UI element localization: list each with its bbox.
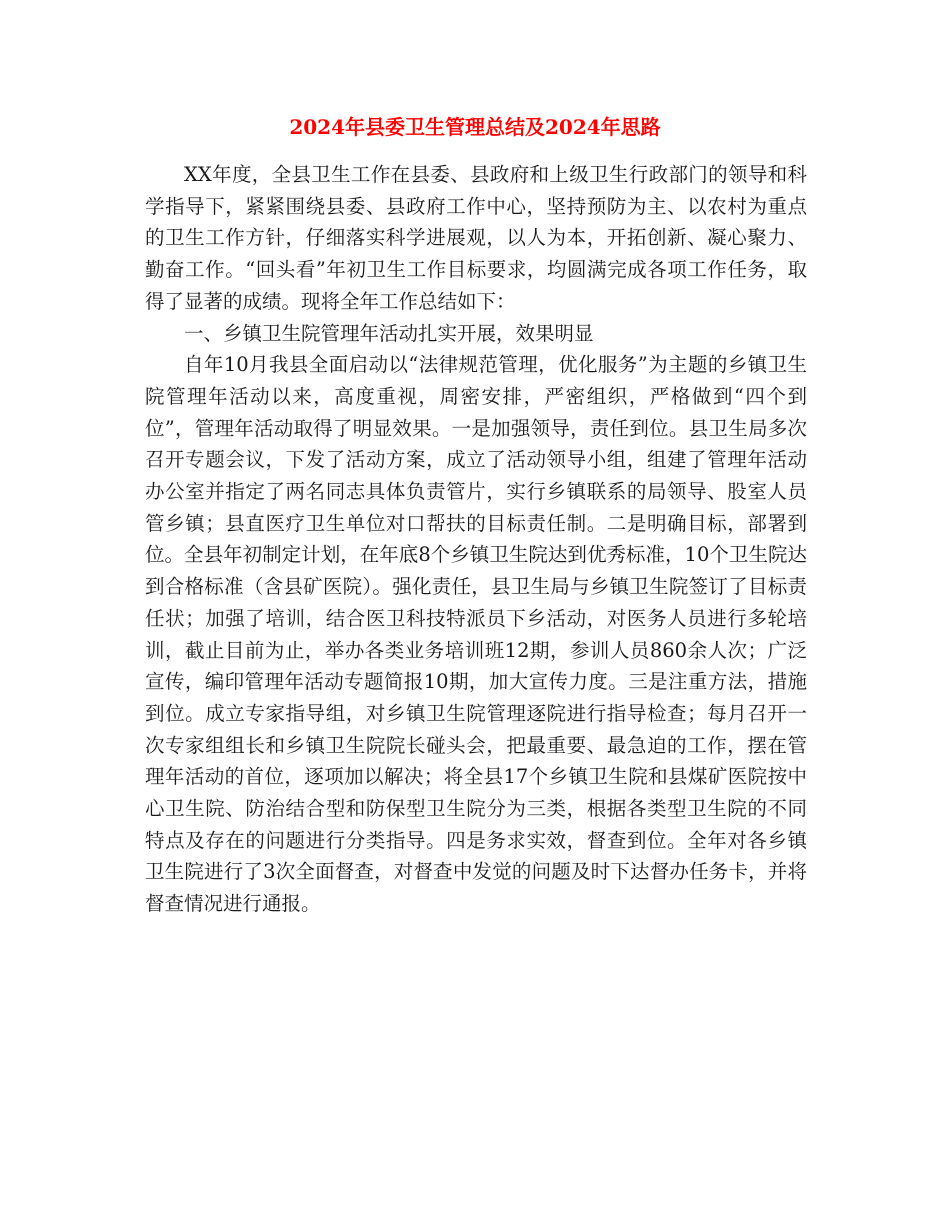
- paragraph-section-1: 自年10月我县全面启动以“法律规范管理，优化服务”为主题的乡镇卫生院管理年活动以来，高度重视，周密安排，严密组织，严格做到“四个到位”，管理年活动取得了明显效果。一是加强领导，责任到位。县卫生局多次召开专题会议，下发了活动方案，成立了活动领导小组，组建了管理年活动办公室并指定了两名同志具体负责管片，实行乡镇联系的局领导、股室人员管乡镇；县直医疗卫生单位对口帮扶的目标责任制。二是明确目标，部署到位。全县年初制定计划，在年底8个乡镇卫生院达到优秀标准，10个卫生院达到合格标准（含县矿医院）。强化责任，县卫生局与乡镇卫生院签订了目标责任状；加强了培训，结合医卫科技特派员下乡活动，对医务人员进行多轮培训，截止目前为止，举办各类业务培训班12期，参训人员860余人次；广泛宣传，编印管理年活动专题简报10期，加大宣传力度。三是注重方法，措施到位。成立专家指导组，对乡镇卫生院管理逐院进行指导检查；每月召开一次专家组组长和乡镇卫生院院长碰头会，把最重要、最急迫的工作，摆在管理年活动的首位，逐项加以解决；将全县17个乡镇卫生院和县煤矿医院按中心卫生院、防治结合型和防保型卫生院分为三类，根据各类型卫生院的不同特点及存在的问题进行分类指导。四是务求实效，督查到位。全年对各乡镇卫生院进行了3次全面督查，对督查中发觉的问题及时下达督办任务卡，并将督查情况进行通报。: [145, 353, 807, 916]
- section-heading-1: 一、乡镇卫生院管理年活动扎实开展，效果明显: [184, 321, 594, 345]
- paragraph-intro: XX年度，全县卫生工作在县委、县政府和上级卫生行政部门的领导和科学指导下，紧紧围绕县委、县政府工作中心，坚持预防为主、以农村为重点的卫生工作方针，仔细落实科学进展观，以人为本，开拓创新、凝心聚力、勤奋工作。“回头看”年初卫生工作目标要求，均圆满完成各项工作任务，取得了显著的成绩。现将全年工作总结如下：: [145, 163, 807, 313]
- document-title: 2024年县委卫生管理总结及2024年思路: [289, 115, 661, 139]
- document-body: [145, 159, 807, 920]
